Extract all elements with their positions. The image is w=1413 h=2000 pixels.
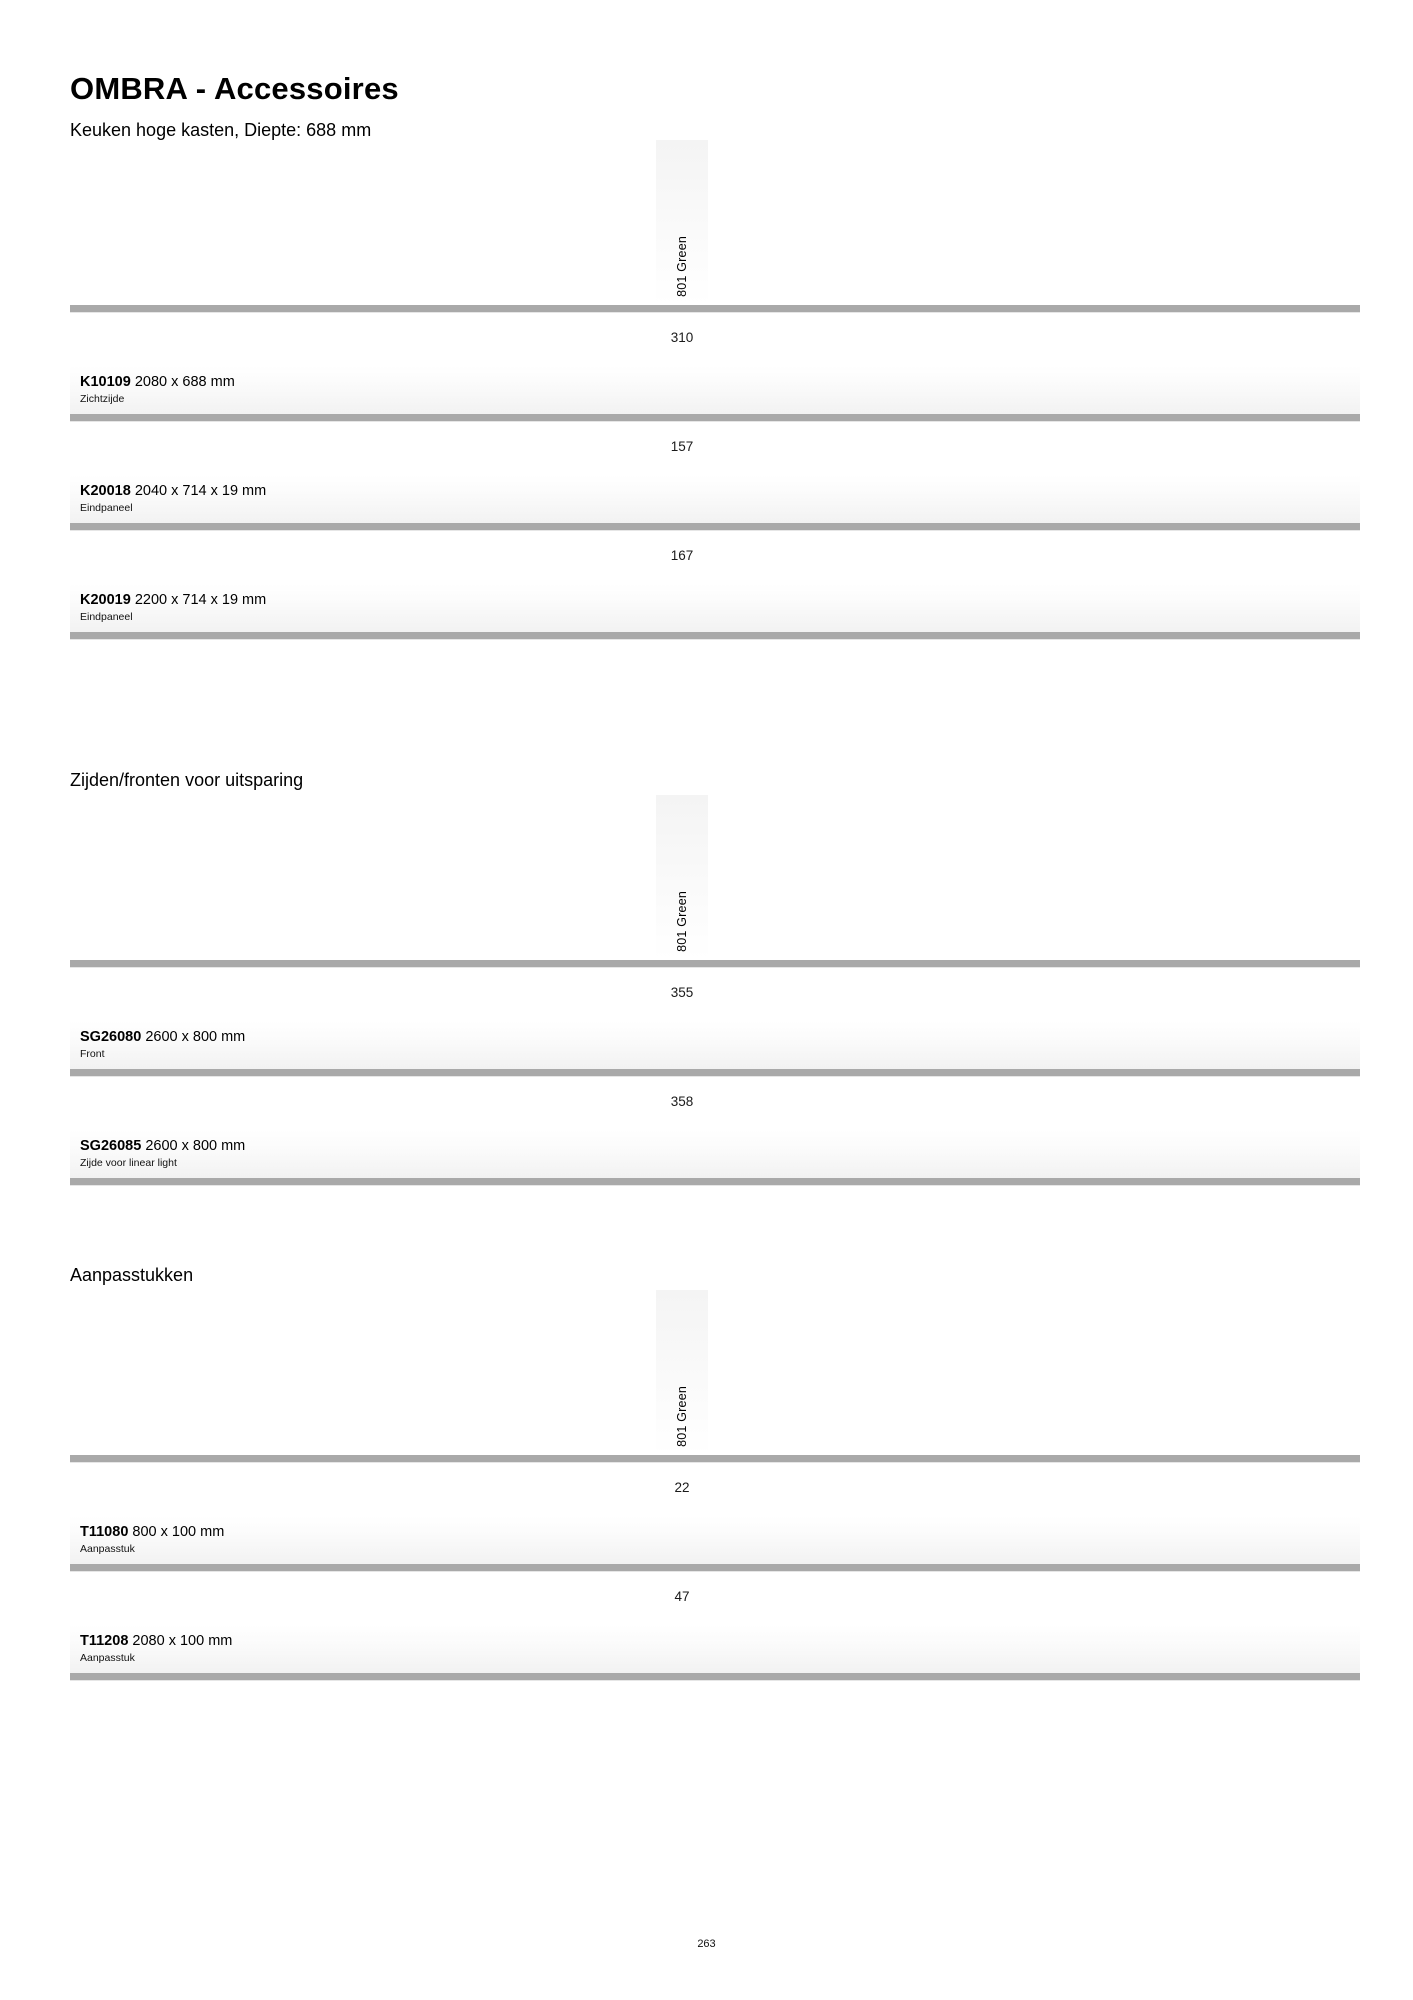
page-footer [0, 1938, 1413, 1950]
section-heading: Zijden/fronten voor uitsparing [70, 770, 304, 790]
price-value: 157 [670, 439, 694, 454]
section-top-rule [70, 305, 1360, 312]
row-separator-rule [70, 632, 1360, 639]
colour-column-band [656, 140, 708, 305]
product-dimensions: 2600 x 800 mm [145, 1029, 246, 1045]
product-dimensions: 800 x 100 mm [132, 1524, 225, 1540]
price-value: 355 [670, 985, 694, 1000]
row-separator-rule [70, 1069, 1360, 1076]
table-row [70, 1130, 1360, 1178]
product-dimensions: 2080 x 688 mm [134, 374, 235, 390]
product-section [70, 770, 1360, 1185]
row-separator-rule [70, 1564, 1360, 1571]
price-value: 358 [670, 1094, 694, 1109]
colour-column-label: 801 Green [675, 236, 689, 297]
table-row [70, 475, 1360, 523]
product-dimensions: 2080 x 100 mm [132, 1633, 233, 1649]
price-value: 167 [670, 548, 694, 563]
product-description: Zijde voor linear light [80, 1157, 177, 1170]
colour-column-label: 801 Green [675, 1386, 689, 1447]
price-value: 22 [674, 1480, 690, 1495]
product-code: SG26080 [80, 1029, 142, 1045]
product-code: K10109 [80, 374, 131, 390]
product-description: Aanpasstuk [80, 1652, 135, 1665]
product-description: Eindpaneel [80, 502, 133, 515]
product-title [80, 1028, 1360, 1046]
value-row [70, 530, 1360, 584]
product-dimensions: 2040 x 714 x 19 mm [134, 483, 267, 499]
table-row [70, 366, 1360, 414]
column-header-area [70, 795, 1360, 960]
product-code: T11080 [80, 1524, 129, 1540]
section-top-rule [70, 1455, 1360, 1462]
value-row [70, 312, 1360, 366]
table-row [70, 1625, 1360, 1673]
page-title: OMBRA - Accessoires [70, 71, 399, 106]
colour-column-band [656, 1290, 708, 1455]
table-row [70, 1516, 1360, 1564]
table-row [70, 584, 1360, 632]
price-value: 310 [670, 330, 694, 345]
page-header [70, 72, 1310, 141]
product-code: K20018 [80, 483, 131, 499]
product-title [80, 1632, 1360, 1650]
product-dimensions: 2600 x 800 mm [145, 1138, 246, 1154]
section-top-rule [70, 960, 1360, 967]
page-number: 263 [697, 1938, 716, 1950]
value-row [70, 1462, 1360, 1516]
product-description: Eindpaneel [80, 611, 133, 624]
row-separator-rule [70, 523, 1360, 530]
section-heading: Aanpasstukken [70, 1265, 194, 1285]
colour-column-label: 801 Green [675, 891, 689, 952]
table-row [70, 1021, 1360, 1069]
row-separator-rule [70, 414, 1360, 421]
product-code: SG26085 [80, 1138, 142, 1154]
value-row [70, 1076, 1360, 1130]
column-header-area [70, 1290, 1360, 1455]
page-subtitle: Keuken hoge kasten, Diepte: 688 mm [70, 120, 372, 141]
row-separator-rule [70, 1673, 1360, 1680]
product-title [80, 591, 1360, 609]
value-row [70, 421, 1360, 475]
product-code: K20019 [80, 592, 131, 608]
colour-column-band [656, 795, 708, 960]
product-description: Front [80, 1048, 105, 1061]
product-description: Zichtzijde [80, 393, 125, 406]
product-dimensions: 2200 x 714 x 19 mm [134, 592, 267, 608]
row-separator-rule [70, 1178, 1360, 1185]
product-code: T11208 [80, 1633, 129, 1649]
price-value: 47 [674, 1589, 690, 1604]
product-title [80, 482, 1360, 500]
value-row [70, 967, 1360, 1021]
product-title [80, 1137, 1360, 1155]
column-header-area [70, 140, 1360, 305]
product-section [70, 1265, 1360, 1680]
value-row [70, 1571, 1360, 1625]
product-title [80, 373, 1360, 391]
product-description: Aanpasstuk [80, 1543, 135, 1556]
product-section [70, 140, 1360, 639]
product-title [80, 1523, 1360, 1541]
